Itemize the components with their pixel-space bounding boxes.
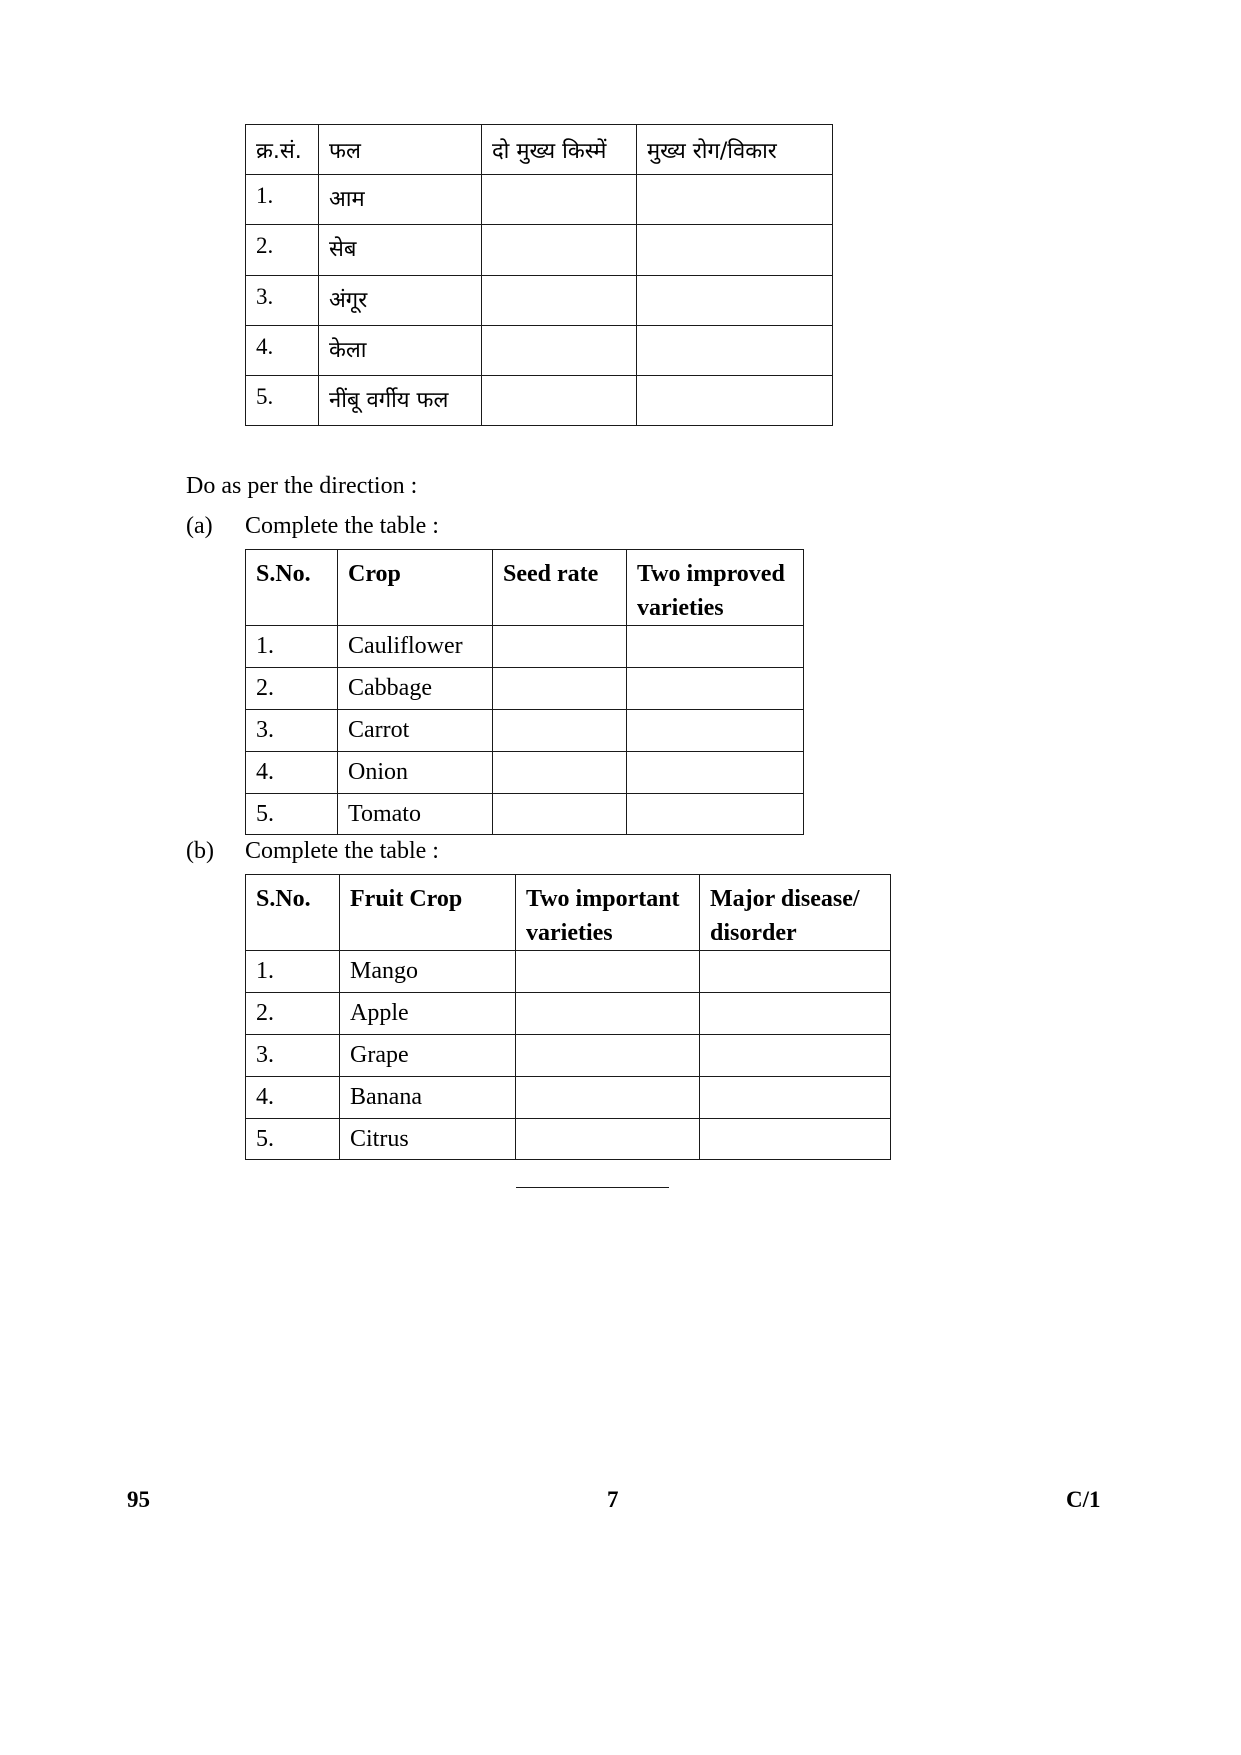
seed-rate-table (245, 549, 804, 835)
footer-code: 95 (127, 1487, 150, 1512)
blank-cell (482, 326, 637, 376)
blank-cell (516, 951, 700, 993)
header-important-varieties: Two important varieties (516, 875, 700, 951)
hindi-header-sno: क्र.सं. (246, 125, 319, 175)
table-row (246, 1077, 891, 1119)
hindi-header-fruit: फल (319, 125, 482, 175)
blank-cell (482, 175, 637, 225)
blank-cell (637, 276, 833, 326)
blank-cell (637, 326, 833, 376)
blank-cell (637, 175, 833, 225)
row-sno: 4. (246, 326, 319, 376)
part-a-label: (a) (186, 513, 213, 539)
section-end-rule (516, 1187, 669, 1188)
blank-cell (482, 225, 637, 276)
row-sno: 1. (246, 175, 319, 225)
footer-page-number: 7 (607, 1487, 619, 1512)
blank-cell (627, 668, 804, 710)
hindi-header-disease: मुख्य रोग/विकार (637, 125, 833, 175)
row-sno: 4. (246, 752, 338, 794)
blank-cell (637, 225, 833, 276)
blank-cell (482, 276, 637, 326)
blank-cell (516, 993, 700, 1035)
table-row (246, 276, 833, 326)
blank-cell (700, 1077, 891, 1119)
row-crop: Tomato (338, 794, 493, 835)
table-row (246, 710, 804, 752)
blank-cell (516, 1077, 700, 1119)
header-fruit-crop: Fruit Crop (340, 875, 516, 951)
blank-cell (516, 1119, 700, 1160)
instruction-text: Do as per the direction : (186, 473, 418, 499)
table-row (246, 175, 833, 225)
table-row (246, 225, 833, 276)
header-crop: Crop (338, 550, 493, 626)
table-row (246, 1035, 891, 1077)
row-fruit-crop: Apple (340, 993, 516, 1035)
row-sno: 3. (246, 1035, 340, 1077)
row-fruit-crop: Banana (340, 1077, 516, 1119)
row-sno: 1. (246, 951, 340, 993)
row-sno: 2. (246, 225, 319, 276)
header-major-disease: Major disease/ disorder (700, 875, 891, 951)
blank-cell (493, 626, 627, 668)
row-fruit: आम (319, 175, 482, 225)
row-fruit-crop: Citrus (340, 1119, 516, 1160)
row-fruit: केला (319, 326, 482, 376)
table-row (246, 951, 891, 993)
row-crop: Carrot (338, 710, 493, 752)
blank-cell (516, 1035, 700, 1077)
blank-cell (700, 1119, 891, 1160)
footer-set-code: C/1 (1066, 1487, 1101, 1512)
table-row (246, 794, 804, 835)
blank-cell (627, 710, 804, 752)
blank-cell (700, 1035, 891, 1077)
header-sno: S.No. (246, 875, 340, 951)
blank-cell (627, 752, 804, 794)
row-fruit-crop: Mango (340, 951, 516, 993)
hindi-fruit-table (245, 124, 833, 426)
hindi-header-varieties: दो मुख्य किस्में (482, 125, 637, 175)
table-row (246, 626, 804, 668)
blank-cell (482, 376, 637, 426)
row-sno: 3. (246, 276, 319, 326)
part-b-text: Complete the table : (245, 838, 439, 864)
header-sno: S.No. (246, 550, 338, 626)
header-seed-rate: Seed rate (493, 550, 627, 626)
row-sno: 5. (246, 794, 338, 835)
row-fruit-crop: Grape (340, 1035, 516, 1077)
row-sno: 4. (246, 1077, 340, 1119)
table-row (246, 668, 804, 710)
blank-cell (627, 794, 804, 835)
blank-cell (493, 668, 627, 710)
blank-cell (627, 626, 804, 668)
row-sno: 2. (246, 668, 338, 710)
blank-cell (493, 710, 627, 752)
row-crop: Cauliflower (338, 626, 493, 668)
row-sno: 2. (246, 993, 340, 1035)
row-fruit: नींबू वर्गीय फल (319, 376, 482, 426)
row-crop: Cabbage (338, 668, 493, 710)
table-row (246, 993, 891, 1035)
table-row (246, 752, 804, 794)
blank-cell (700, 993, 891, 1035)
table-row (246, 1119, 891, 1160)
part-a-text: Complete the table : (245, 513, 439, 539)
part-b-label: (b) (186, 838, 214, 864)
fruit-crop-table (245, 874, 891, 1160)
table-row (246, 376, 833, 426)
row-sno: 1. (246, 626, 338, 668)
blank-cell (700, 951, 891, 993)
header-improved-varieties: Two improved varieties (627, 550, 804, 626)
blank-cell (637, 376, 833, 426)
row-sno: 5. (246, 376, 319, 426)
row-fruit: अंगूर (319, 276, 482, 326)
blank-cell (493, 794, 627, 835)
row-crop: Onion (338, 752, 493, 794)
blank-cell (493, 752, 627, 794)
table-row (246, 326, 833, 376)
row-sno: 5. (246, 1119, 340, 1160)
row-fruit: सेब (319, 225, 482, 276)
row-sno: 3. (246, 710, 338, 752)
